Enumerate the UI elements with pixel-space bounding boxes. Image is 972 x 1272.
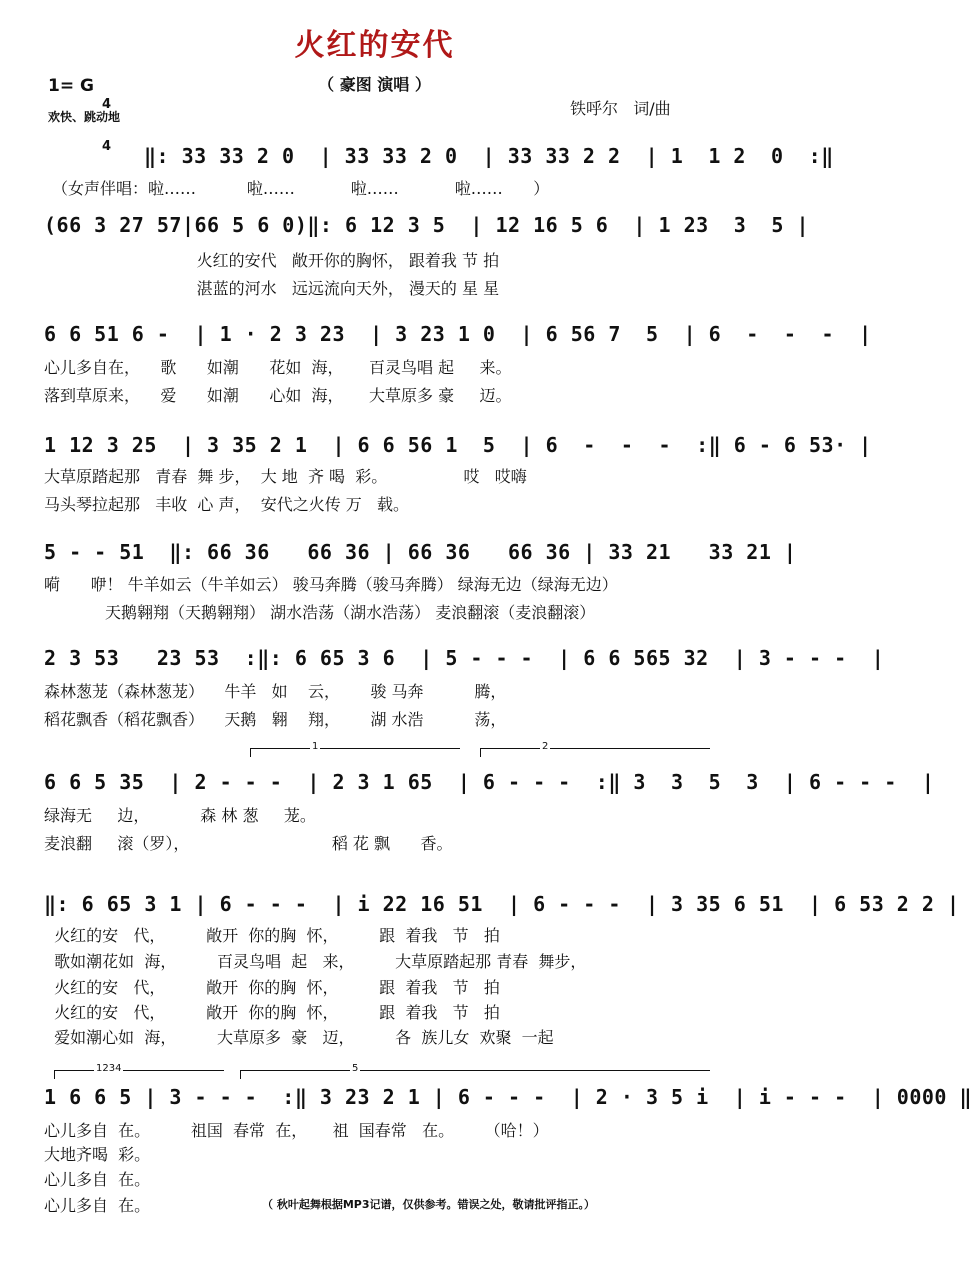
notation-line-8: ‖: 6 65 3 1 | 6 - - - | i 22 16 51 | 6 - - - | 3 35 6 51 | 6 53 2 2 | xyxy=(44,892,960,916)
notation-line-5: 5 - - 51 ‖: 66 36 66 36 | 66 36 66 36 | 33 21 33 21 | xyxy=(44,540,797,564)
lyric-line-3a: 心儿多自在， 歌 如潮 花如 海， 百灵鸟唱 起 来。 xyxy=(44,358,512,377)
lyric-line-8c: 火红的安 代， 敞开 你的胸 怀， 跟 着我 节 拍 xyxy=(44,978,500,997)
lyric-line-5b: 天鹅翱翔（天鹅翱翔） 湖水浩荡（湖水浩荡） 麦浪翻滚（麦浪翻滚） xyxy=(44,603,596,622)
lyric-line-9b: 大地齐喝 彩。 xyxy=(44,1145,151,1164)
volta-number: 1 xyxy=(312,741,319,752)
volta-bracket-1234 xyxy=(54,1063,224,1074)
lyric-line-2a: 火红的安代 敞开你的胸怀， 跟着我 节 拍 xyxy=(44,251,500,270)
lyric-line-6a: 森林葱茏（森林葱茏） 牛羊 如 云， 骏 马奔 腾， xyxy=(44,682,507,701)
lyric-line-8b: 歌如潮花如 海， 百灵鸟唱 起 来， 大草原踏起那 青春 舞步， xyxy=(44,952,587,971)
tempo-marking: 欢快、跳动地 xyxy=(48,110,121,124)
volta-number: 2 xyxy=(542,741,549,752)
lyric-line-8a: 火红的安 代， 敞开 你的胸 怀， 跟 着我 节 拍 xyxy=(44,926,500,945)
lyric-line-9d: 心儿多自 在。 xyxy=(44,1196,151,1215)
notation-line-1: ‖: 33 33 2 0 | 33 33 2 0 | 33 33 2 2 | 1 1 2 0 :‖ xyxy=(144,144,834,168)
key-signature: 1= G xyxy=(48,76,94,96)
lyric-line-7b: 麦浪翻 滚（罗）， 稻 花 飘 香。 xyxy=(44,834,453,853)
notation-line-6: 2 3 53 23 53 :‖: 6 65 3 6 | 5 - - - | 6 6 565 32 | 3 - - - | xyxy=(44,646,885,670)
lyric-line-5a: 嗬 咿！ 牛羊如云（牛羊如云） 骏马奔腾（骏马奔腾） 绿海无边（绿海无边） xyxy=(44,575,618,594)
footnote: （ 秋叶起舞根据MP3记谱，仅供参考。错误之处，敬请批评指正。） xyxy=(262,1198,595,1211)
lyric-line-9c: 心儿多自 在。 xyxy=(44,1170,151,1189)
lyric-line-7a: 绿海无 边， 森 林 葱 茏。 xyxy=(44,806,316,825)
lyricist-composer: 铁呼尔 词/曲 xyxy=(570,99,671,118)
lyric-line-3b: 落到草原来， 爱 如潮 心如 海， 大草原多 豪 迈。 xyxy=(44,386,512,405)
lyric-line-8e: 爱如潮心如 海， 大草原多 豪 迈， 各 族儿女 欢聚 一起 xyxy=(44,1028,554,1047)
notation-line-2: (66 3 27 57|66 5 6 0)‖: 6 12 3 5 | 12 16 5 6 | 1 23 3 5 | xyxy=(44,213,810,237)
notation-line-7: 6 6 5 35 | 2 - - - | 2 3 1 65 | 6 - - - :‖ 3 3 5 3 | 6 - - - | xyxy=(44,770,935,794)
volta-number: 1234 xyxy=(96,1063,122,1074)
time-signature-top: 4 xyxy=(102,97,112,112)
singer-credit: （ 豪图 演唱 ） xyxy=(318,75,431,94)
volta-bracket-1 xyxy=(250,741,460,752)
lyric-line-1: （女声伴唱：啦…… 啦…… 啦…… 啦…… ） xyxy=(52,179,550,198)
lyric-line-4a: 大草原踏起那 青春 舞 步， 大 地 齐 喝 彩。 哎 哎嗨 xyxy=(44,467,527,486)
song-title: 火红的安代 xyxy=(294,28,455,63)
lyric-line-8d: 火红的安 代， 敞开 你的胸 怀， 跟 着我 节 拍 xyxy=(44,1003,500,1022)
volta-bracket-2 xyxy=(480,741,710,752)
lyric-line-4b: 马头琴拉起那 丰收 心 声， 安代之火传 万 载。 xyxy=(44,495,410,514)
notation-line-3: 6 6 51 6 - | 1 · 2 3 23 | 3 23 1 0 | 6 56 7 5 | 6 - - - | xyxy=(44,322,872,346)
notation-line-4: 1 12 3 25 | 3 35 2 1 | 6 6 56 1 5 | 6 - - - :‖ 6 - 6 53· | xyxy=(44,433,872,457)
volta-bracket-5 xyxy=(240,1063,710,1074)
lyric-line-6b: 稻花飘香（稻花飘香） 天鹅 翱 翔， 湖 水浩 荡， xyxy=(44,710,507,729)
time-signature-bottom: 4 xyxy=(102,139,112,154)
lyric-line-9a: 心儿多自 在。 祖国 春常 在， 祖 国春常 在。 （哈！） xyxy=(44,1121,549,1140)
notation-line-9: 1 6 6 5 | 3 - - - :‖ 3 23 2 1 | 6 - - - | 2 · 3 5 i | i - - - | 0000 ‖ xyxy=(44,1085,972,1109)
lyric-line-2b: 湛蓝的河水 远远流向天外， 漫天的 星 星 xyxy=(44,279,500,298)
volta-number: 5 xyxy=(352,1063,359,1074)
